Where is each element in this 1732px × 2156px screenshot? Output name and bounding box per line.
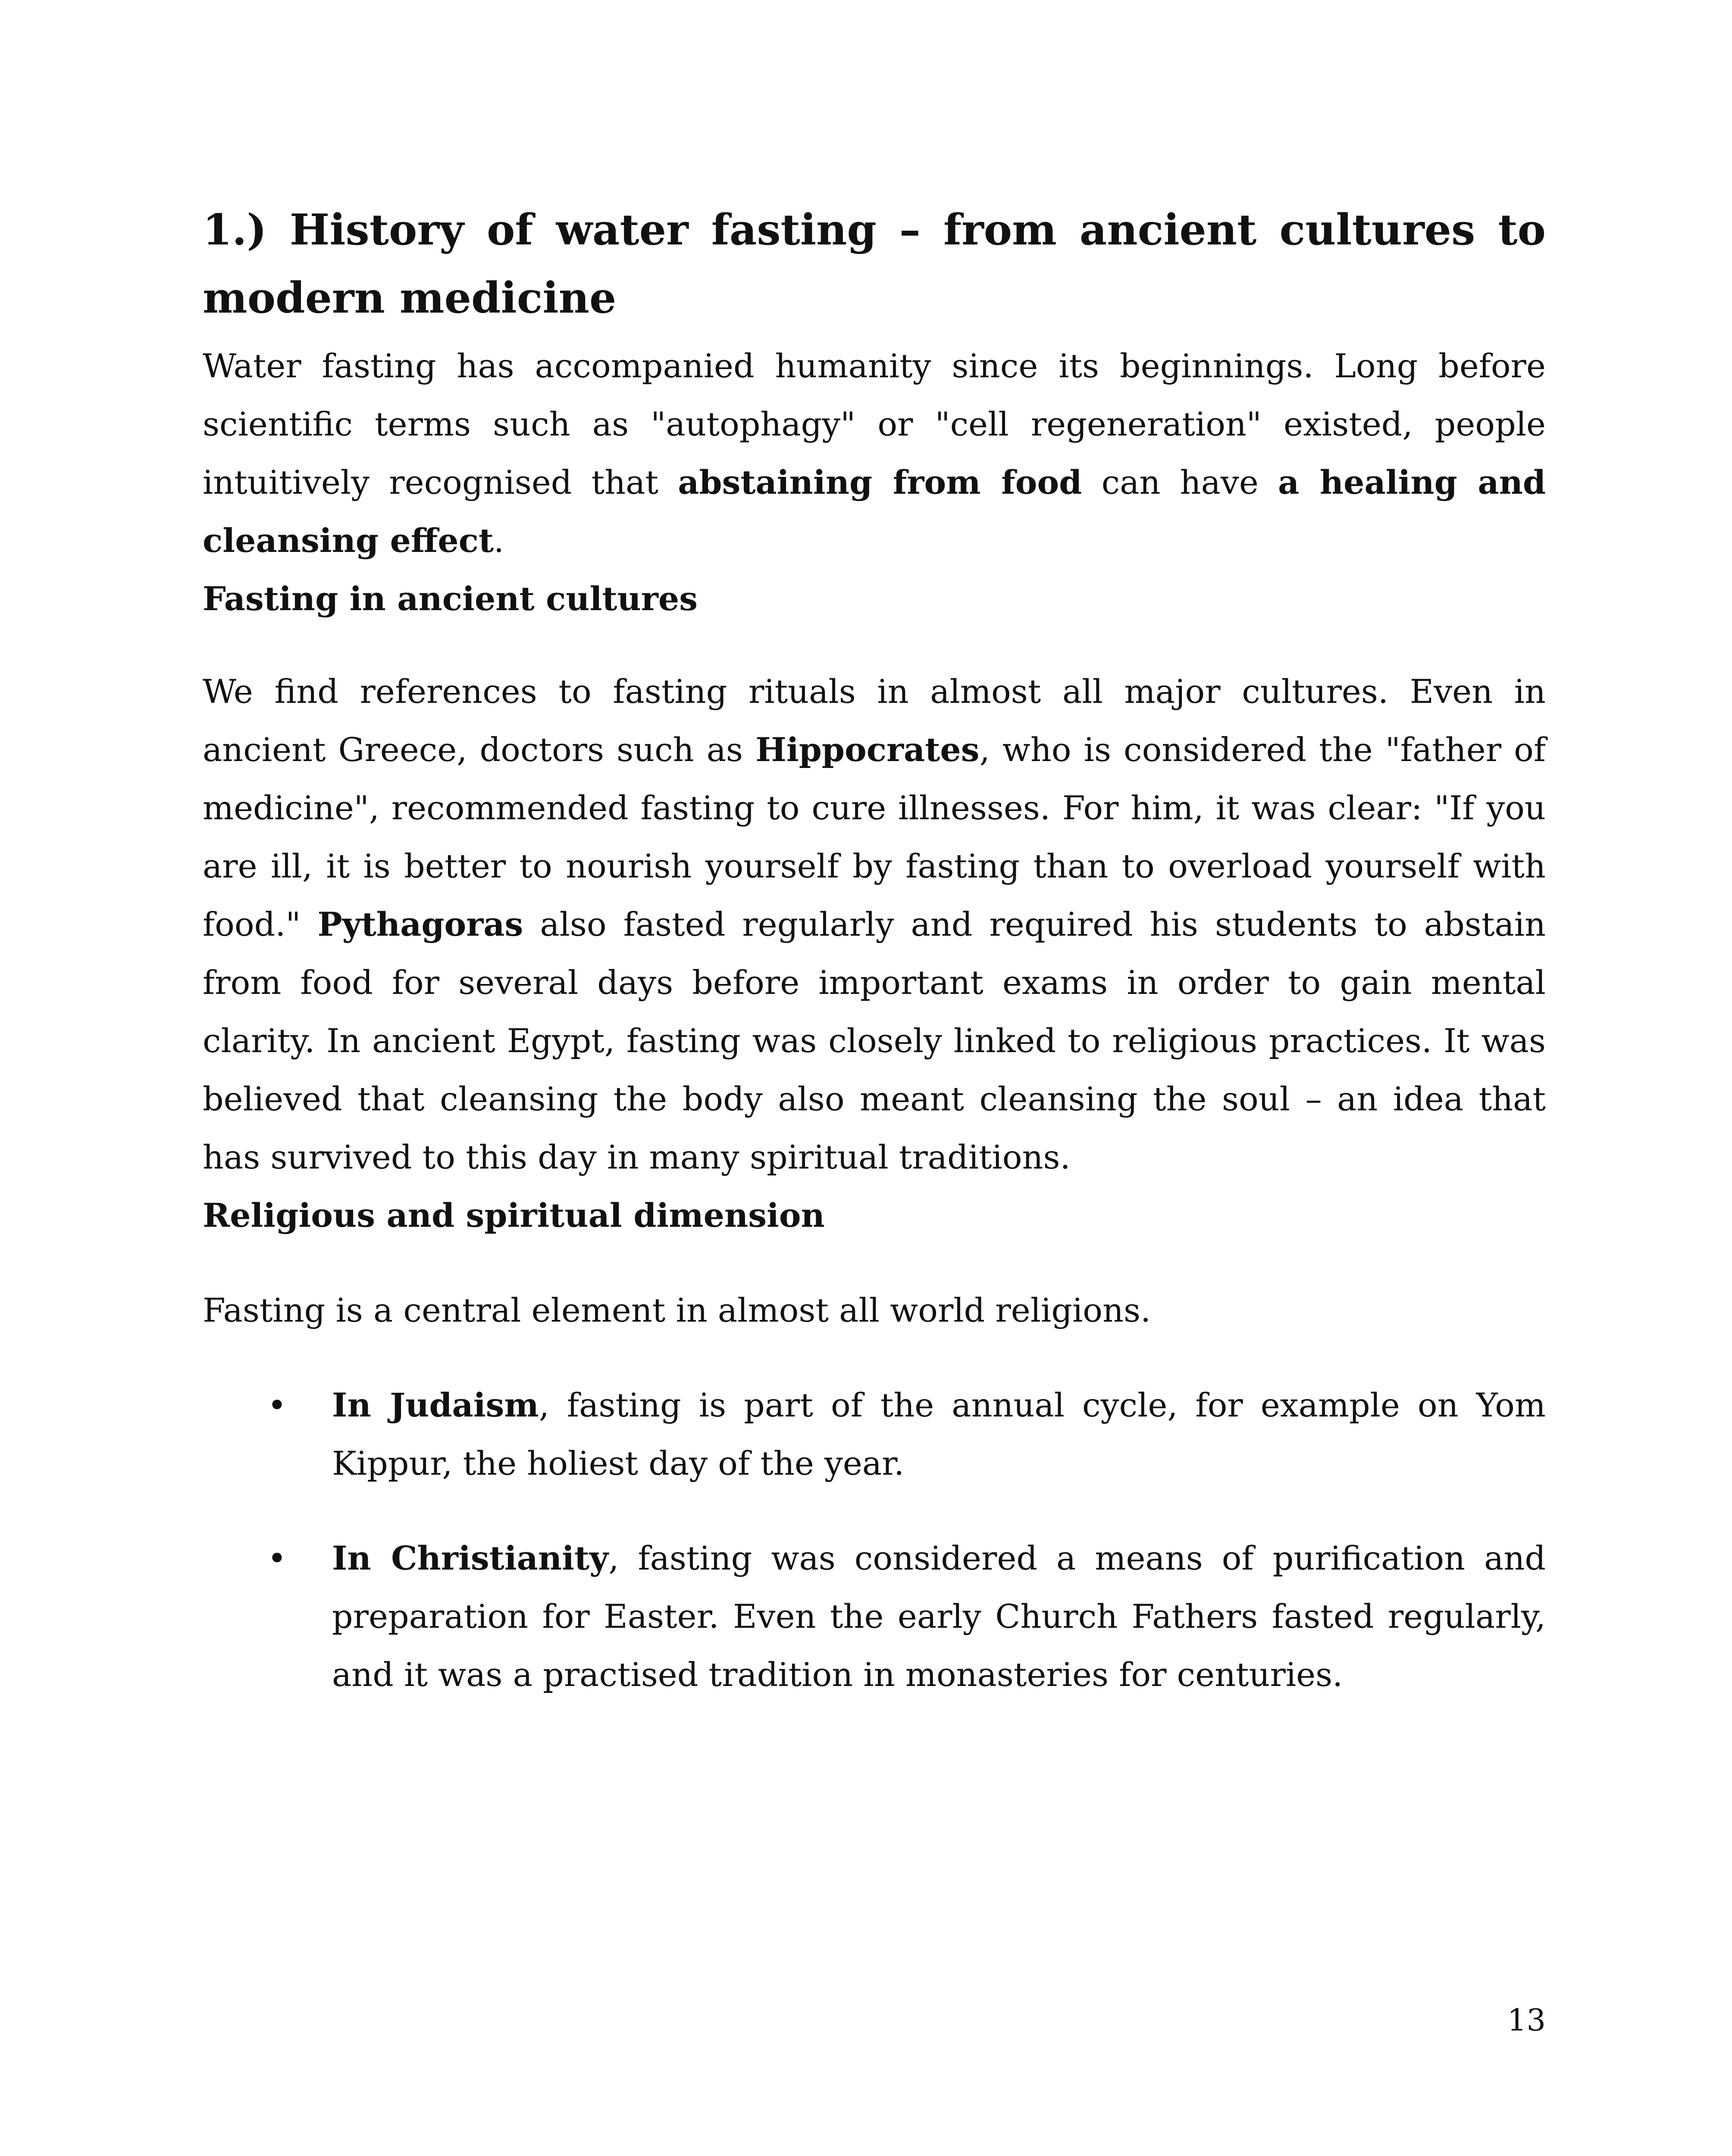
list-item-body: , fasting is part of the annual cycle, for example on Yom Kippur, the holiest day of the year. [332, 1386, 1546, 1482]
ancient-text-2: , who is considered the "father of medicine", recommended fasting to cure illnesses. For him, it was clear: "If you are ill, it is better to nourish yourself by fasting than to overload yourself with food." [203, 730, 1546, 943]
ancient-text-1: We find references to fasting rituals in almost all major cultures. Even in ancient Greece, doctors such as [203, 672, 1546, 769]
intro-text-2: can have [1082, 463, 1278, 501]
section-heading-ancient-cultures: Fasting in ancient cultures [203, 580, 698, 618]
ancient-cultures-paragraph [203, 662, 1546, 1186]
intro-bold-1: abstaining from food [678, 463, 1082, 501]
intro-text-1: Water fasting has accompanied humanity since its beginnings. Long before scientific terms such as "autophagy" or "cell regeneration" existed, people intuitively recognised that [203, 347, 1546, 501]
ancient-bold-pythagoras: Pythagoras [317, 905, 523, 943]
ancient-text-3: also fasted regularly and required his students to abstain from food for several days before important exams in order to gain mental clarity. In ancient Egypt, fasting was closely linked to religious practices. It was believed that cleansing the body also meant cleansing the soul – an idea that has survived to this day in many spiritual traditions. [203, 905, 1546, 1176]
ancient-bold-hippocrates: Hippocrates [755, 730, 980, 769]
chapter-title: 1.) History of water fasting – from ancient cultures to modern medicine [203, 205, 1546, 323]
list-item-text [332, 1529, 1546, 1704]
list-item-bold: In Christianity [332, 1539, 609, 1577]
bullet-icon: • [267, 1386, 287, 1424]
list-item-text [332, 1376, 1546, 1492]
religion-bullet-list [203, 1376, 1546, 1704]
list-item [203, 1529, 1546, 1704]
section-heading-religious: Religious and spiritual dimension [203, 1196, 825, 1235]
bullet-icon: • [267, 1539, 287, 1577]
intro-text-3: . [493, 521, 504, 560]
list-item-bold: In Judaism [332, 1386, 539, 1424]
page-number: 13 [1507, 2002, 1546, 2038]
list-item [203, 1376, 1546, 1492]
intro-paragraph [203, 337, 1546, 570]
intro-bold-2: a healing and cleansing effect [203, 463, 1546, 560]
religious-intro-paragraph: Fasting is a central element in almost all world religions. [203, 1291, 1151, 1329]
list-item-body: , fasting was considered a means of purification and preparation for Easter. Even the early Church Fathers fasted regularly, and it was a practised tradition in monasteries for centuries. [332, 1539, 1546, 1694]
document-page [203, 196, 1546, 1740]
